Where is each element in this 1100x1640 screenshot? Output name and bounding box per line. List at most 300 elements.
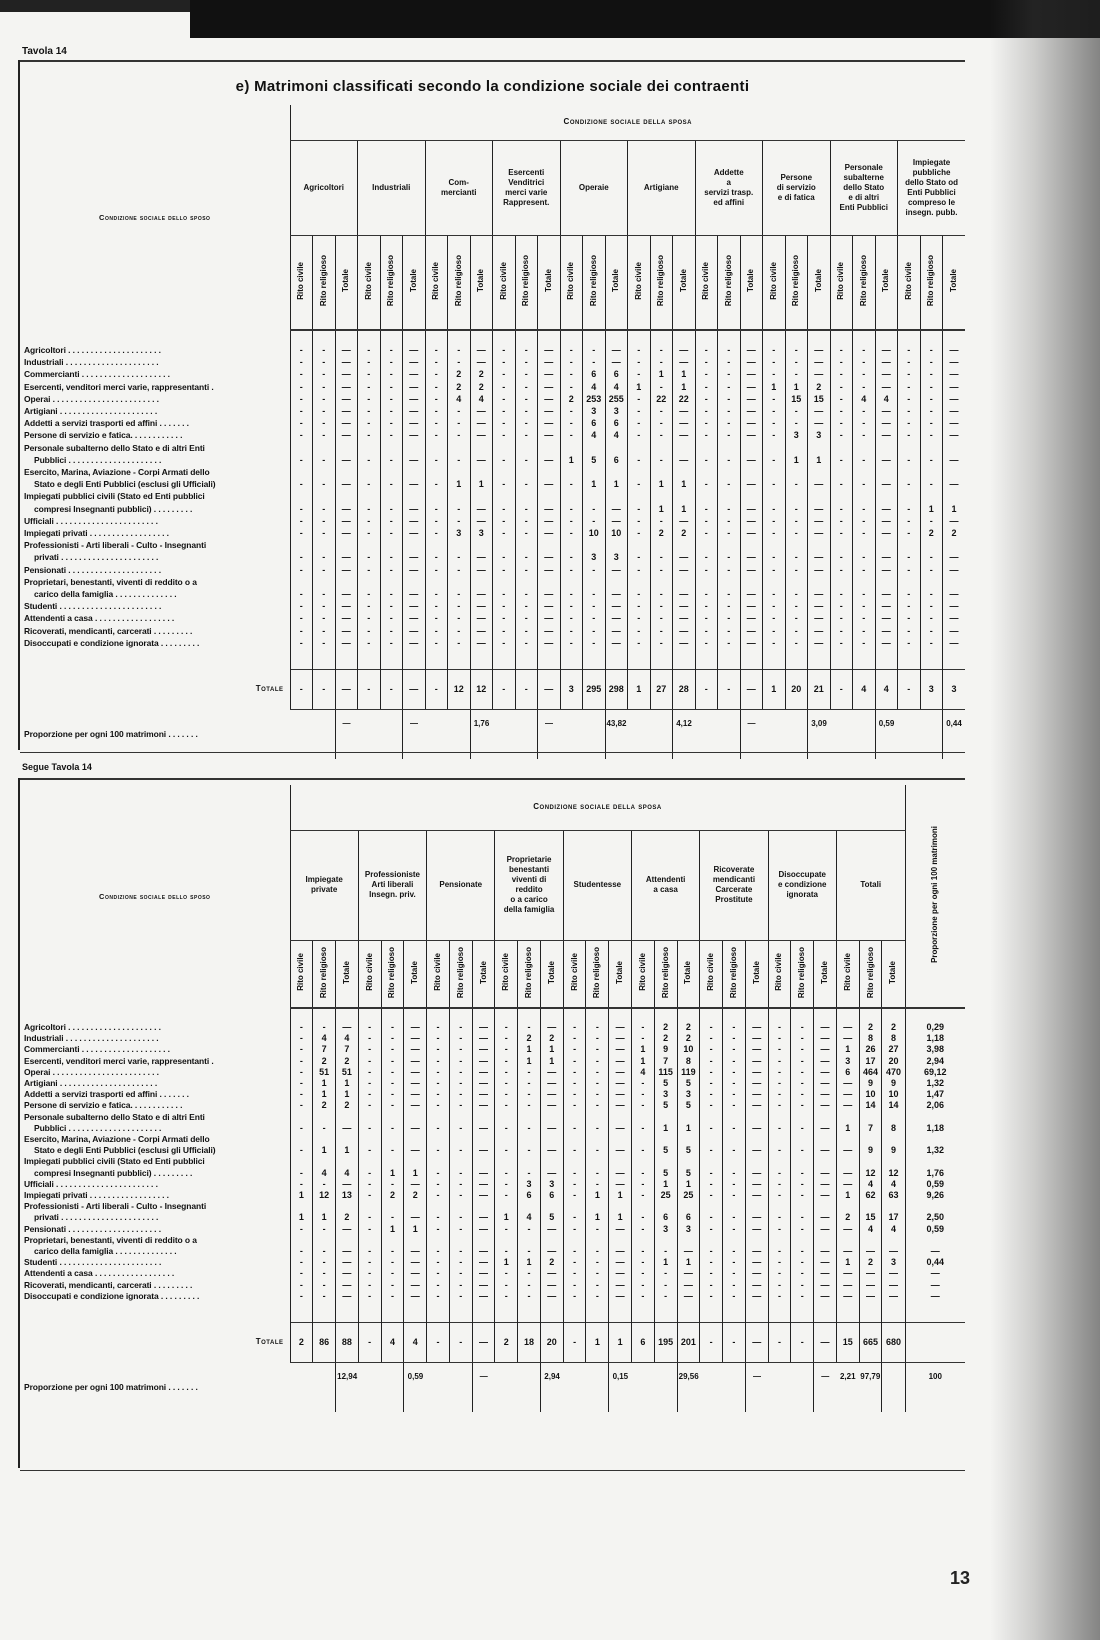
table-cell: - <box>631 1257 654 1268</box>
table-cell: 69,12 <box>905 1067 965 1078</box>
table-cell: - <box>695 417 718 429</box>
table-cell: - <box>763 490 786 514</box>
table-cell: - <box>358 405 381 417</box>
table-row <box>20 625 965 637</box>
table-cell: - <box>695 600 718 612</box>
table-cell: - <box>313 344 336 356</box>
total-cell: 4 <box>875 669 898 709</box>
table-cell: — <box>943 368 966 380</box>
table-row <box>20 1190 965 1201</box>
group-header-line: dello Stato od <box>905 177 958 187</box>
group-header <box>425 140 493 235</box>
table-cell: — <box>472 1268 495 1279</box>
group-header-line: Proprietarie <box>506 855 552 864</box>
table-cell: - <box>700 1201 723 1223</box>
table-cell: — <box>673 612 696 624</box>
table-cell: - <box>495 1033 518 1044</box>
table-cell: 1 <box>808 442 831 466</box>
rite-header <box>898 235 921 330</box>
table-cell: 8 <box>882 1112 905 1134</box>
proportion-cell: — <box>814 1362 837 1412</box>
table-cell: 0,59 <box>905 1224 965 1235</box>
table-cell: 1 <box>677 1257 700 1268</box>
table-cell: 5 <box>654 1100 677 1111</box>
totals-row <box>20 669 965 709</box>
rite-header <box>313 235 336 330</box>
table-cell: — <box>836 1268 859 1279</box>
table-cell: — <box>745 1156 768 1178</box>
table-cell: — <box>875 344 898 356</box>
totals-label: Totale <box>255 1337 284 1347</box>
total-cell: - <box>358 669 381 709</box>
table-cell: 1,76 <box>905 1156 965 1178</box>
table-cell: - <box>631 1280 654 1291</box>
table-cell: - <box>586 1179 609 1190</box>
table-cell: - <box>427 1078 450 1089</box>
table-cell: - <box>560 564 583 576</box>
table-cell: — <box>814 1224 837 1235</box>
row-label <box>20 466 290 490</box>
table-cell: - <box>853 564 876 576</box>
proportion-cell: 0,44 <box>943 709 966 759</box>
table-row <box>20 1022 965 1033</box>
table-cell: - <box>830 490 853 514</box>
group-header-line: a <box>726 177 731 187</box>
table-cell: - <box>718 564 741 576</box>
table-cell: - <box>695 515 718 527</box>
table-cell: - <box>358 1089 381 1100</box>
total-cell: 3 <box>560 669 583 709</box>
table-cell: 2 <box>920 527 943 539</box>
total-cell: 3 <box>943 669 966 709</box>
table-cell: — <box>808 368 831 380</box>
table-cell: — <box>336 1112 359 1134</box>
table-cell: - <box>449 1156 472 1178</box>
proportion-cell: 97,79 <box>860 1371 881 1381</box>
row-label <box>20 1224 290 1235</box>
table-cell: - <box>358 1156 381 1178</box>
rite-header <box>677 940 700 1008</box>
table-cell: 1 <box>540 1056 563 1067</box>
table-cell: — <box>875 612 898 624</box>
table-cell: 4 <box>631 1067 654 1078</box>
table-cell: - <box>427 1067 450 1078</box>
table-cell: - <box>785 417 808 429</box>
table-cell: - <box>718 625 741 637</box>
table-cell: — <box>814 1201 837 1223</box>
row-label <box>20 1190 290 1201</box>
table-cell: 4 <box>470 393 493 405</box>
top-rule <box>20 60 965 62</box>
table-cell: - <box>427 1291 450 1302</box>
table-cell: — <box>836 1235 859 1257</box>
table-cell: 3 <box>882 1257 905 1268</box>
table-cell: 6 <box>518 1190 541 1201</box>
table-cell: — <box>943 612 966 624</box>
table-row <box>20 1134 965 1156</box>
table-cell: - <box>448 442 471 466</box>
page-title: e) Matrimoni classificati secondo la condizione sociale dei contraenti <box>235 78 750 95</box>
rite-header <box>518 940 541 1008</box>
table-cell: 2 <box>859 1257 882 1268</box>
table-cell: - <box>381 1022 404 1033</box>
row-label-line: Operai . . . . . . . . . . . . . . . . . . . . . . . . <box>24 1066 159 1077</box>
table-cell: - <box>495 1291 518 1302</box>
rite-header <box>358 235 381 330</box>
table-cell: - <box>583 576 606 600</box>
table-cell: — <box>404 1112 427 1134</box>
row-label-line: Proprietari, benestanti, viventi di reddito o a <box>24 1234 197 1245</box>
table-cell: — <box>943 600 966 612</box>
table-cell: - <box>358 600 381 612</box>
table-cell: — <box>859 1291 882 1302</box>
rite-header <box>875 235 898 330</box>
table-cell: - <box>654 1268 677 1279</box>
table-cell: 1 <box>628 381 651 393</box>
table-cell: - <box>313 429 336 441</box>
table-cell: — <box>540 1089 563 1100</box>
proportion-cell <box>631 1362 654 1412</box>
row-label <box>20 344 290 356</box>
table-cell: - <box>586 1134 609 1156</box>
table-cell: — <box>540 1078 563 1089</box>
rite-header <box>830 235 853 330</box>
total-cell: - <box>358 1322 381 1362</box>
proportion-cell <box>313 1362 336 1412</box>
table-cell: 3 <box>654 1089 677 1100</box>
proportion-cell: 12,94 <box>336 1362 359 1412</box>
proportion-cell: 2,21 <box>839 1371 856 1381</box>
table-cell: — <box>470 417 493 429</box>
rite-header-text: Totale <box>546 960 556 984</box>
table-cell: - <box>358 344 381 356</box>
table-cell: - <box>515 637 538 649</box>
table-cell: — <box>740 625 763 637</box>
table-cell: 3 <box>677 1089 700 1100</box>
table-cell: 2 <box>882 1022 905 1033</box>
total-cell: 18 <box>518 1322 541 1362</box>
table-cell: - <box>700 1089 723 1100</box>
table-cell: — <box>882 1280 905 1291</box>
table-cell: — <box>538 539 561 563</box>
table-row <box>20 1201 965 1223</box>
table-cell: 2 <box>654 1022 677 1033</box>
table-row <box>20 381 965 393</box>
table-cell: - <box>427 1235 450 1257</box>
group-header <box>628 140 696 235</box>
table-row <box>20 576 965 600</box>
table-cell: - <box>898 381 921 393</box>
table-cell: - <box>898 576 921 600</box>
table-cell: — <box>740 576 763 600</box>
table-cell: 1 <box>404 1156 427 1178</box>
table-cell: - <box>628 405 651 417</box>
table-cell: - <box>723 1235 746 1257</box>
table-cell: - <box>449 1190 472 1201</box>
table-cell: — <box>808 564 831 576</box>
row-label-line: Addetti a servizi trasporti ed affini . . . . . . . <box>24 1089 189 1100</box>
table-cell: — <box>745 1179 768 1190</box>
rite-header-text: Totale <box>683 960 693 984</box>
total-cell: 2 <box>495 1322 518 1362</box>
table-cell: - <box>791 1201 814 1223</box>
table-cell: - <box>290 1156 313 1178</box>
table-cell: - <box>718 442 741 466</box>
table-cell: — <box>875 368 898 380</box>
table-cell: - <box>358 442 381 466</box>
table-cell: 12 <box>859 1156 882 1178</box>
table-cell: - <box>290 515 313 527</box>
table-cell: - <box>791 1112 814 1134</box>
table-cell: — <box>538 637 561 649</box>
table-cell: — <box>836 1291 859 1302</box>
total-cell: 4 <box>853 669 876 709</box>
table-row <box>20 356 965 368</box>
table-cell: - <box>853 417 876 429</box>
total-cell: 201 <box>677 1322 700 1362</box>
table-cell: 4 <box>882 1179 905 1190</box>
table-cell: 62 <box>859 1190 882 1201</box>
table-cell: — <box>470 637 493 649</box>
table-cell: 1 <box>650 490 673 514</box>
total-cell: 20 <box>540 1322 563 1362</box>
table-cell: - <box>358 564 381 576</box>
table-cell: - <box>381 1112 404 1134</box>
table-cell: - <box>763 417 786 429</box>
total-cell: - <box>290 669 313 709</box>
table-cell: 0,59 <box>905 1179 965 1190</box>
row-label-line: Personale subalterno dello Stato e di altri Enti <box>24 1111 205 1122</box>
table-row <box>20 490 965 514</box>
table-cell: - <box>723 1022 746 1033</box>
table-cell: - <box>718 527 741 539</box>
table-cell: - <box>700 1067 723 1078</box>
total-cell: — <box>403 669 426 709</box>
table-cell: - <box>920 344 943 356</box>
group-header-line: Personale <box>844 162 883 172</box>
table-row <box>20 515 965 527</box>
table-cell: - <box>427 1033 450 1044</box>
table-cell: — <box>403 564 426 576</box>
table-cell: — <box>540 1224 563 1235</box>
table-cell: - <box>723 1078 746 1089</box>
table-cell: - <box>358 1201 381 1223</box>
table-cell: - <box>427 1190 450 1201</box>
table-cell: 2 <box>540 1033 563 1044</box>
table-cell: 2 <box>448 381 471 393</box>
table-cell: - <box>518 1067 541 1078</box>
table-cell: — <box>609 1056 632 1067</box>
table-cell: — <box>609 1268 632 1279</box>
table-cell: - <box>763 612 786 624</box>
table-cell: 7 <box>336 1044 359 1055</box>
table-cell: — <box>538 442 561 466</box>
table-cell: — <box>335 429 358 441</box>
table-cell: - <box>586 1044 609 1055</box>
table-cell: - <box>358 381 381 393</box>
table-cell: - <box>560 539 583 563</box>
table-cell: 5 <box>540 1201 563 1223</box>
table-cell: - <box>718 637 741 649</box>
table-cell: - <box>695 490 718 514</box>
table-cell: - <box>898 515 921 527</box>
table-cell: — <box>673 637 696 649</box>
table-cell: — <box>470 490 493 514</box>
table-cell: - <box>563 1179 586 1190</box>
table-cell: - <box>515 564 538 576</box>
rite-header <box>673 235 696 330</box>
group-header <box>493 140 561 235</box>
rite-header-text: Totale <box>543 269 553 293</box>
table-cell: 10 <box>677 1044 700 1055</box>
table-cell: - <box>650 429 673 441</box>
table-cell: - <box>628 356 651 368</box>
table-cell: - <box>898 417 921 429</box>
table-cell: - <box>427 1112 450 1134</box>
table-cell: — <box>403 576 426 600</box>
table-cell: - <box>791 1134 814 1156</box>
table-cell: - <box>700 1044 723 1055</box>
table-cell: — <box>814 1033 837 1044</box>
table-cell: 3 <box>583 405 606 417</box>
table-cell: — <box>404 1280 427 1291</box>
table-cell: — <box>472 1257 495 1268</box>
total-cell: - <box>768 1322 791 1362</box>
table-cell: - <box>768 1257 791 1268</box>
group-header-line: servizi trasp. <box>704 187 754 197</box>
table-cell: - <box>920 564 943 576</box>
bottom-rule <box>20 778 965 780</box>
table-cell: - <box>718 490 741 514</box>
table-cell: — <box>814 1078 837 1089</box>
table-cell: — <box>943 515 966 527</box>
table-cell: - <box>381 1078 404 1089</box>
rite-header <box>628 235 651 330</box>
table-cell: - <box>723 1056 746 1067</box>
group-header-line: Enti Pubblici <box>839 202 888 212</box>
group-header-line: della famiglia <box>503 905 555 914</box>
table-cell: - <box>785 368 808 380</box>
table-cell: - <box>518 1022 541 1033</box>
table-cell: - <box>290 1078 313 1089</box>
table-cell: — <box>943 466 966 490</box>
proportion-column-header <box>905 785 965 1008</box>
table-cell: — <box>943 405 966 417</box>
table-cell: - <box>563 1044 586 1055</box>
rite-header <box>493 235 516 330</box>
table-cell: - <box>495 1190 518 1201</box>
total-cell: — <box>740 669 763 709</box>
table-cell: - <box>583 344 606 356</box>
rite-header <box>605 235 628 330</box>
rite-header-text: Totale <box>751 960 761 984</box>
table-cell: — <box>943 539 966 563</box>
table-cell: - <box>381 1280 404 1291</box>
table-cell: - <box>586 1224 609 1235</box>
table-cell: - <box>358 1100 381 1111</box>
table-cell: - <box>449 1022 472 1033</box>
table-cell: - <box>563 1291 586 1302</box>
table-cell: - <box>583 625 606 637</box>
row-label-line: Pensionati . . . . . . . . . . . . . . . . . . . . . <box>24 564 161 575</box>
rite-header <box>290 235 313 330</box>
row-label <box>20 1179 290 1190</box>
proportion-cell: 0,59 <box>404 1362 427 1412</box>
table-cell: - <box>425 417 448 429</box>
table-cell: — <box>943 564 966 576</box>
table-cell: 5 <box>654 1156 677 1178</box>
table-cell: - <box>493 539 516 563</box>
table-cell: — <box>403 405 426 417</box>
proportion-cell <box>882 1362 905 1412</box>
table-cell: - <box>380 405 403 417</box>
table-cell: — <box>808 466 831 490</box>
table-cell: - <box>515 381 538 393</box>
table-cell: 1,18 <box>905 1033 965 1044</box>
table-cell: - <box>358 612 381 624</box>
table-cell: 3 <box>470 527 493 539</box>
table-cell: — <box>472 1201 495 1223</box>
table-cell: - <box>313 1179 336 1190</box>
table-cell: - <box>290 612 313 624</box>
table-cell: - <box>313 442 336 466</box>
table-cell: 1 <box>336 1089 359 1100</box>
table-cell: - <box>583 490 606 514</box>
group-header-line: Attendenti <box>645 875 686 884</box>
table-cell: - <box>560 490 583 514</box>
table-cell: - <box>448 356 471 368</box>
proportion-cell: 43,82 <box>605 709 628 759</box>
table-cell: - <box>631 1201 654 1223</box>
table-cell: - <box>920 405 943 417</box>
table-cell: - <box>631 1268 654 1279</box>
table-cell: 1 <box>677 1112 700 1134</box>
table-cell: — <box>472 1190 495 1201</box>
rite-header <box>290 940 313 1008</box>
rite-header-text: Rito civile <box>706 953 716 992</box>
table-cell: - <box>290 1067 313 1078</box>
rite-header-text: Rito civile <box>432 953 442 992</box>
table-cell: - <box>583 564 606 576</box>
table-cell: - <box>449 1078 472 1089</box>
table-cell: — <box>673 442 696 466</box>
table-cell: — <box>335 576 358 600</box>
table-cell: - <box>586 1257 609 1268</box>
table-cell: - <box>493 368 516 380</box>
table-cell: — <box>404 1100 427 1111</box>
row-label-line: Impiegati privati . . . . . . . . . . . . . . . . . . <box>24 528 169 539</box>
table-cell: - <box>700 1268 723 1279</box>
table-cell: - <box>493 564 516 576</box>
table-cell: - <box>768 1268 791 1279</box>
table-cell: 1 <box>673 466 696 490</box>
table-cell: — <box>403 612 426 624</box>
table-cell: - <box>427 1280 450 1291</box>
rite-header <box>470 235 493 330</box>
table-cell: - <box>313 417 336 429</box>
table-cell: - <box>830 442 853 466</box>
table-cell: 9 <box>882 1078 905 1089</box>
table-cell: - <box>449 1224 472 1235</box>
table-cell: — <box>836 1078 859 1089</box>
table-cell: — <box>943 393 966 405</box>
table-cell: - <box>313 490 336 514</box>
table-cell: - <box>586 1235 609 1257</box>
group-header-line: reddito <box>515 885 543 894</box>
table-cell: - <box>449 1268 472 1279</box>
table-cell: - <box>515 356 538 368</box>
table-cell: 13 <box>336 1190 359 1201</box>
